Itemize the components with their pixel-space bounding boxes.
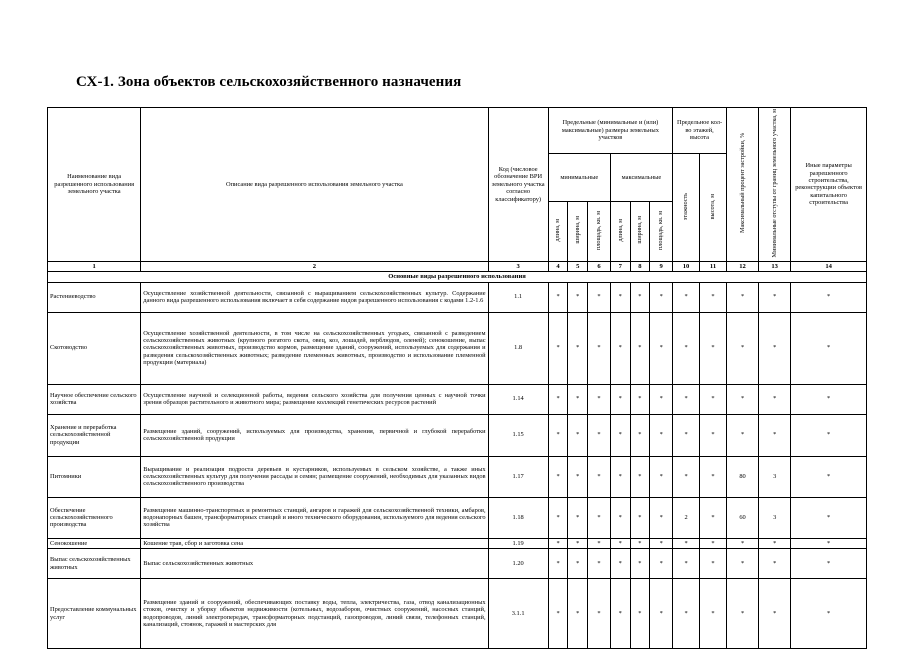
setback-cell: 3 — [759, 497, 791, 538]
code-cell: 1.14 — [488, 384, 548, 414]
floors-cell: * — [673, 456, 700, 497]
header-size-limits: Предельные (минимальные и (или) максимальные) размеры земельных участков — [548, 108, 672, 154]
height-cell: * — [700, 312, 727, 384]
min-area-cell: * — [588, 456, 611, 497]
column-number: 8 — [630, 261, 650, 271]
min-width-cell: * — [568, 579, 588, 649]
max-width-cell: * — [630, 282, 650, 312]
other-params-cell: * — [791, 579, 867, 649]
max-width-cell: * — [630, 549, 650, 579]
min-length-cell: * — [548, 384, 568, 414]
min-width-cell: * — [568, 538, 588, 548]
other-params-cell: * — [791, 414, 867, 456]
other-params-cell: * — [791, 456, 867, 497]
use-name-cell: Питомники — [48, 456, 141, 497]
max-width-cell: * — [630, 456, 650, 497]
min-area-cell: * — [588, 497, 611, 538]
min-width-cell: * — [568, 384, 588, 414]
max-width-cell: * — [630, 497, 650, 538]
table-row — [48, 579, 867, 649]
column-number: 10 — [673, 261, 700, 271]
column-number: 11 — [700, 261, 727, 271]
coverage-cell: 80 — [726, 456, 758, 497]
max-area-cell: * — [650, 497, 673, 538]
max-width-cell: * — [630, 384, 650, 414]
use-name-cell: Хранение и переработка сельскохозяйственной продукции — [48, 414, 141, 456]
code-cell: 1.15 — [488, 414, 548, 456]
setback-cell: * — [759, 579, 791, 649]
header-max-length: длина, м — [616, 218, 624, 242]
column-numbers-row — [48, 261, 867, 271]
table-row — [48, 312, 867, 384]
use-name-cell: Скотоводство — [48, 312, 141, 384]
table-row — [48, 538, 867, 548]
column-number: 13 — [759, 261, 791, 271]
code-cell: 3.1.1 — [488, 579, 548, 649]
header-coverage: Максимальный процент застройки, % — [738, 133, 746, 234]
table-row — [48, 384, 867, 414]
min-length-cell: * — [548, 456, 568, 497]
description-cell: Выращивание и реализация подроста деревьев и кустарников, используемых в сельском хозяйстве, а также иных сельскохозяйственных культур для получения рассады и семян; размещение сооружений, необходимых для указанных видов сельскохозяйственного производства — [141, 456, 488, 497]
floors-cell: * — [673, 538, 700, 548]
header-other-params: Иные параметры разрешенного строительства, реконструкции объектов капитального строительства — [791, 108, 867, 262]
min-area-cell: * — [588, 384, 611, 414]
description-cell: Осуществление хозяйственной деятельности, связанной с выращиванием сельскохозяйственных культур. Содержание данного вида разрешенного использования включает в себя содержание видов разрешенного использования с кодами 1.2-1.6 — [141, 282, 488, 312]
max-width-cell: * — [630, 312, 650, 384]
header-min: минимальные — [548, 154, 610, 202]
min-area-cell: * — [588, 312, 611, 384]
min-width-cell: * — [568, 456, 588, 497]
height-cell: * — [700, 538, 727, 548]
max-area-cell: * — [650, 456, 673, 497]
use-name-cell: Предоставление коммунальных услуг — [48, 579, 141, 649]
header-height: высота, м — [709, 193, 717, 219]
max-width-cell: * — [630, 538, 650, 548]
min-length-cell: * — [548, 312, 568, 384]
coverage-cell: * — [726, 549, 758, 579]
coverage-cell: * — [726, 414, 758, 456]
coverage-cell: * — [726, 384, 758, 414]
coverage-cell: 60 — [726, 497, 758, 538]
min-length-cell: * — [548, 282, 568, 312]
zoning-table — [47, 107, 867, 649]
header-description: Описание вида разрешенного использования земельного участка — [141, 108, 488, 262]
max-length-cell: * — [610, 538, 630, 548]
code-cell: 1.1 — [488, 282, 548, 312]
column-number: 2 — [141, 261, 488, 271]
header-max-area: площадь, кв. м — [657, 210, 665, 250]
table-row — [48, 549, 867, 579]
header-min-width: ширина, м — [574, 216, 582, 244]
use-name-cell: Обеспечение сельскохозяйственного производства — [48, 497, 141, 538]
coverage-cell: * — [726, 312, 758, 384]
column-number: 4 — [548, 261, 568, 271]
max-length-cell: * — [610, 384, 630, 414]
column-number: 12 — [726, 261, 758, 271]
code-cell: 1.20 — [488, 549, 548, 579]
max-area-cell: * — [650, 384, 673, 414]
header-max: максимальные — [610, 154, 672, 202]
setback-cell: * — [759, 538, 791, 548]
header-min-length: длина, м — [554, 218, 562, 242]
floors-cell: * — [673, 549, 700, 579]
max-length-cell: * — [610, 456, 630, 497]
floors-cell: * — [673, 579, 700, 649]
height-cell: * — [700, 579, 727, 649]
height-cell: * — [700, 497, 727, 538]
max-length-cell: * — [610, 414, 630, 456]
max-area-cell: * — [650, 538, 673, 548]
min-length-cell: * — [548, 497, 568, 538]
max-area-cell: * — [650, 312, 673, 384]
description-cell: Выпас сельскохозяйственных животных — [141, 549, 488, 579]
min-width-cell: * — [568, 497, 588, 538]
other-params-cell: * — [791, 549, 867, 579]
header-floors-height: Предельное кол-во этажей, высота — [673, 108, 727, 154]
min-length-cell: * — [548, 549, 568, 579]
column-number: 1 — [48, 261, 141, 271]
column-number: 9 — [650, 261, 673, 271]
table-row — [48, 414, 867, 456]
min-area-cell: * — [588, 579, 611, 649]
page-title: СХ-1. Зона объектов сельскохозяйственного назначения — [76, 74, 462, 90]
description-cell: Кошение трав, сбор и заготовка сена — [141, 538, 488, 548]
header-use-name: Наименование вида разрешенного использования земельного участка — [48, 108, 141, 262]
setback-cell: * — [759, 282, 791, 312]
floors-cell: * — [673, 384, 700, 414]
section-heading: Основные виды разрешенного использования — [48, 272, 867, 282]
column-number: 3 — [488, 261, 548, 271]
height-cell: * — [700, 456, 727, 497]
min-width-cell: * — [568, 549, 588, 579]
header-setback: Минимальные отступы от границ земельного участка, м — [770, 109, 778, 258]
height-cell: * — [700, 282, 727, 312]
other-params-cell: * — [791, 282, 867, 312]
other-params-cell: * — [791, 538, 867, 548]
min-area-cell: * — [588, 282, 611, 312]
max-area-cell: * — [650, 414, 673, 456]
column-number: 7 — [610, 261, 630, 271]
table-row — [48, 497, 867, 538]
max-length-cell: * — [610, 312, 630, 384]
coverage-cell: * — [726, 282, 758, 312]
min-width-cell: * — [568, 312, 588, 384]
min-area-cell: * — [588, 414, 611, 456]
min-area-cell: * — [588, 549, 611, 579]
table-row — [48, 456, 867, 497]
other-params-cell: * — [791, 497, 867, 538]
column-number: 14 — [791, 261, 867, 271]
height-cell: * — [700, 384, 727, 414]
code-cell: 1.19 — [488, 538, 548, 548]
table-row — [48, 282, 867, 312]
min-width-cell: * — [568, 414, 588, 456]
min-width-cell: * — [568, 282, 588, 312]
max-length-cell: * — [610, 549, 630, 579]
description-cell: Осуществление научной и селекционной работы, ведения сельского хозяйства для получения ценных с научной точки зрения образцов растительного и животного мира; размещение коллекций генетических ресурсов растений — [141, 384, 488, 414]
column-number: 6 — [588, 261, 611, 271]
setback-cell: * — [759, 312, 791, 384]
use-name-cell: Сенокошение — [48, 538, 141, 548]
max-length-cell: * — [610, 282, 630, 312]
min-area-cell: * — [588, 538, 611, 548]
code-cell: 1.8 — [488, 312, 548, 384]
code-cell: 1.17 — [488, 456, 548, 497]
height-cell: * — [700, 549, 727, 579]
min-length-cell: * — [548, 414, 568, 456]
header-min-area: площадь, кв. м — [595, 210, 603, 250]
setback-cell: * — [759, 384, 791, 414]
use-name-cell: Выпас сельскохозяйственных животных — [48, 549, 141, 579]
setback-cell: * — [759, 414, 791, 456]
coverage-cell: * — [726, 538, 758, 548]
header-floors: этажность — [682, 192, 690, 220]
min-length-cell: * — [548, 579, 568, 649]
header-max-width: ширина, м — [636, 216, 644, 244]
use-name-cell: Растениеводство — [48, 282, 141, 312]
setback-cell: * — [759, 549, 791, 579]
description-cell: Осуществление хозяйственной деятельности, в том числе на сельскохозяйственных угодьях, связанной с разведением сельскохозяйственных животных (крупного рогатого скота, овец, коз, лошадей, верблюдов, оленей); сенокошение, выпас сельскохозяйственных животных, производство кормов, размещение зданий, сооружений, используемых для содержания и разведения сельскохозяйственных животных; разведение племенных животных, производство и использование племенной продукции (материала) — [141, 312, 488, 384]
max-width-cell: * — [630, 414, 650, 456]
max-area-cell: * — [650, 549, 673, 579]
other-params-cell: * — [791, 384, 867, 414]
other-params-cell: * — [791, 312, 867, 384]
max-length-cell: * — [610, 497, 630, 538]
max-area-cell: * — [650, 282, 673, 312]
coverage-cell: * — [726, 579, 758, 649]
description-cell: Размещение зданий, сооружений, используемых для производства, хранения, первичной и глубокой переработки сельскохозяйственной продукции — [141, 414, 488, 456]
floors-cell: * — [673, 312, 700, 384]
max-width-cell: * — [630, 579, 650, 649]
max-length-cell: * — [610, 579, 630, 649]
floors-cell: * — [673, 414, 700, 456]
description-cell: Размещение зданий и сооружений, обеспечивающих поставку воды, тепла, электричества, газа, отвод канализационных стоков, очистку и уборку объектов недвижимости (котельных, водозаборов, очистных сооружений, насосных станций, водопроводов, линий электропередач, трансформаторных подстанций, газопроводов, линий связи, телефонных станций, канализаций, стоянок, гаражей и мастерских для — [141, 579, 488, 649]
setback-cell: 3 — [759, 456, 791, 497]
floors-cell: 2 — [673, 497, 700, 538]
min-length-cell: * — [548, 538, 568, 548]
height-cell: * — [700, 414, 727, 456]
max-area-cell: * — [650, 579, 673, 649]
description-cell: Размещение машинно-транспортных и ремонтных станций, ангаров и гаражей для сельскохозяйственной техники, амбаров, водонапорных башен, трансформаторных станций и иного технического оборудования, используемого для ведения сельского хозяйства — [141, 497, 488, 538]
use-name-cell: Научное обеспечение сельского хозяйства — [48, 384, 141, 414]
code-cell: 1.18 — [488, 497, 548, 538]
column-number: 5 — [568, 261, 588, 271]
header-code: Код (числовое обозначение ВРИ земельного участка согласно классификатору) — [488, 108, 548, 262]
floors-cell: * — [673, 282, 700, 312]
